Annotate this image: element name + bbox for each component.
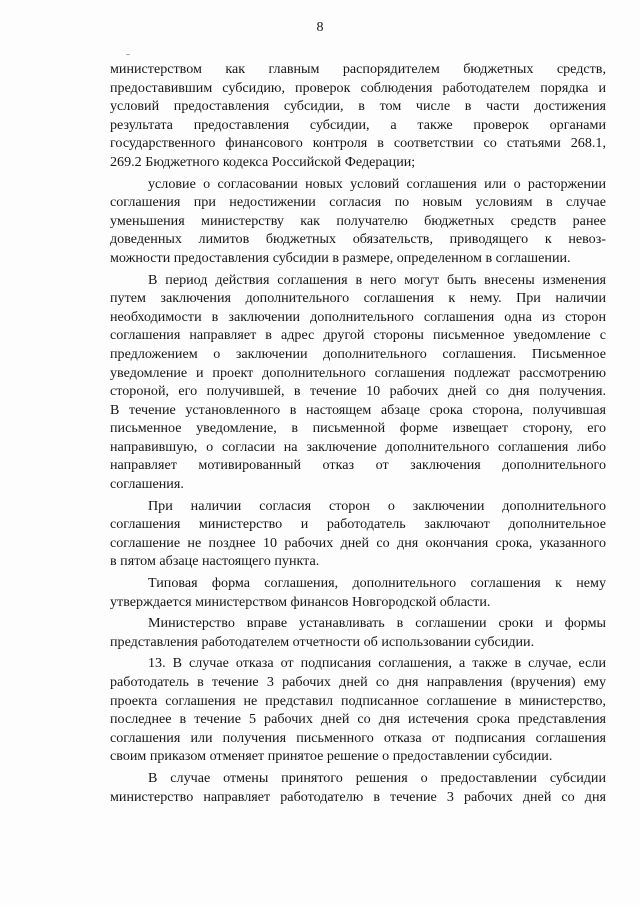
text-line: предоставившим субсидию, проверок соблюдения работодателем порядка и: [110, 79, 606, 96]
paragraph: [110, 574, 606, 611]
text-line: стороной, его получившей, в течение 10 рабочих дней со дня получения.: [110, 383, 606, 400]
text-line: В течение установленного в настоящем абзаце срока сторона, получившая: [110, 401, 606, 418]
text-line: путем заключения дополнительного соглашения к нему. При наличии: [110, 290, 606, 307]
text-line: направляет мотивированный отказ от заключения дополнительного: [110, 457, 606, 474]
text-line: соглашения или получения письменного отказа от подписания соглашения: [110, 729, 606, 746]
text-line: соглашения министерство и работодатель заключают дополнительное: [110, 516, 606, 533]
text-line: Министерство вправе устанавливать в соглашении сроки и формы: [148, 615, 606, 632]
page-number: 8: [316, 20, 324, 35]
text-line: Типовая форма соглашения, дополнительного соглашения к нему: [148, 575, 606, 592]
paragraph: [110, 654, 606, 766]
text-line: 13. В случае отказа от подписания соглашения, а также в случае, если: [148, 655, 606, 672]
text-line: соглашения направляет в адрес другой стороны письменное уведомление с: [110, 327, 606, 344]
text-line: можности предоставления субсидии в размере, определенном в соглашении.: [110, 249, 571, 266]
text-line: уведомление и проект дополнительного соглашения подлежат рассмотрению: [110, 364, 606, 381]
text-line: 269.2 Бюджетного кодекса Российской Федерации;: [110, 153, 416, 170]
text-line: письменное уведомление, в письменной форме извещает сторону, его: [110, 420, 606, 437]
paragraph: [110, 614, 606, 651]
text-line: последнее в течение 5 рабочих дней со дня истечения срока представления: [110, 711, 606, 728]
text-line: своим приказом отменяет принятое решение о предоставлении субсидии.: [110, 748, 553, 765]
text-line: проекта соглашения не представил подписанное соглашение в министерство,: [110, 692, 606, 709]
text-line: соглашения.: [110, 476, 184, 493]
paragraph: [110, 175, 606, 268]
text-line: предложением о заключении дополнительного соглашения. Письменное: [110, 345, 606, 362]
text-line: При наличии согласия сторон о заключении дополнительного: [148, 497, 606, 514]
text-line: условие о согласовании новых условий соглашения или о расторжении: [148, 175, 606, 192]
text-line: В период действия соглашения в него могут быть внесены изменения: [148, 271, 606, 288]
text-line: работодатель в течение 3 рабочих дней со дня направления (вручения) ему: [110, 674, 606, 690]
text-line: министерство направляет работодателю в течение 3 рабочих дней со дня: [110, 788, 606, 805]
text-line: уменьшения министерству как получателю бюджетных средств ранее: [110, 212, 606, 229]
text-line: доведенных лимитов бюджетных обязательств, приводящего к невоз-: [110, 231, 606, 248]
text-line: государственного финансового контроля в соответствии со статьями 268.1,: [110, 135, 606, 152]
document-body: [110, 60, 606, 806]
paragraph: [110, 497, 606, 571]
text-line: условий предоставления субсидии, в том числе в части достижения: [110, 98, 606, 115]
text-line: результата предоставления субсидии, а также проверок органами: [110, 116, 606, 133]
paragraph: [110, 271, 606, 494]
text-line: соглашения при недостижении согласия по новым условиям в случае: [110, 194, 606, 211]
text-line: представления работодателем отчетности об использовании субсидии.: [110, 633, 535, 650]
text-line: соглашение не позднее 10 рабочих дней со дня окончания срока, указанного: [110, 534, 606, 551]
text-line: в пятом абзаце настоящего пункта.: [110, 553, 320, 570]
scan-mark: [126, 54, 130, 55]
paragraph: [110, 60, 606, 172]
text-line: необходимости в заключении дополнительного соглашения одна из сторон: [110, 308, 606, 325]
text-line: В случае отмены принятого решения о предоставлении субсидии: [148, 769, 606, 786]
text-line: направившую, о согласии на заключение дополнительного соглашения либо: [110, 438, 606, 455]
text-line: утверждается министерством финансов Новгородской области.: [110, 593, 491, 610]
paragraph: [110, 769, 606, 806]
text-line: министерством как главным распорядителем бюджетных средств,: [110, 61, 606, 77]
